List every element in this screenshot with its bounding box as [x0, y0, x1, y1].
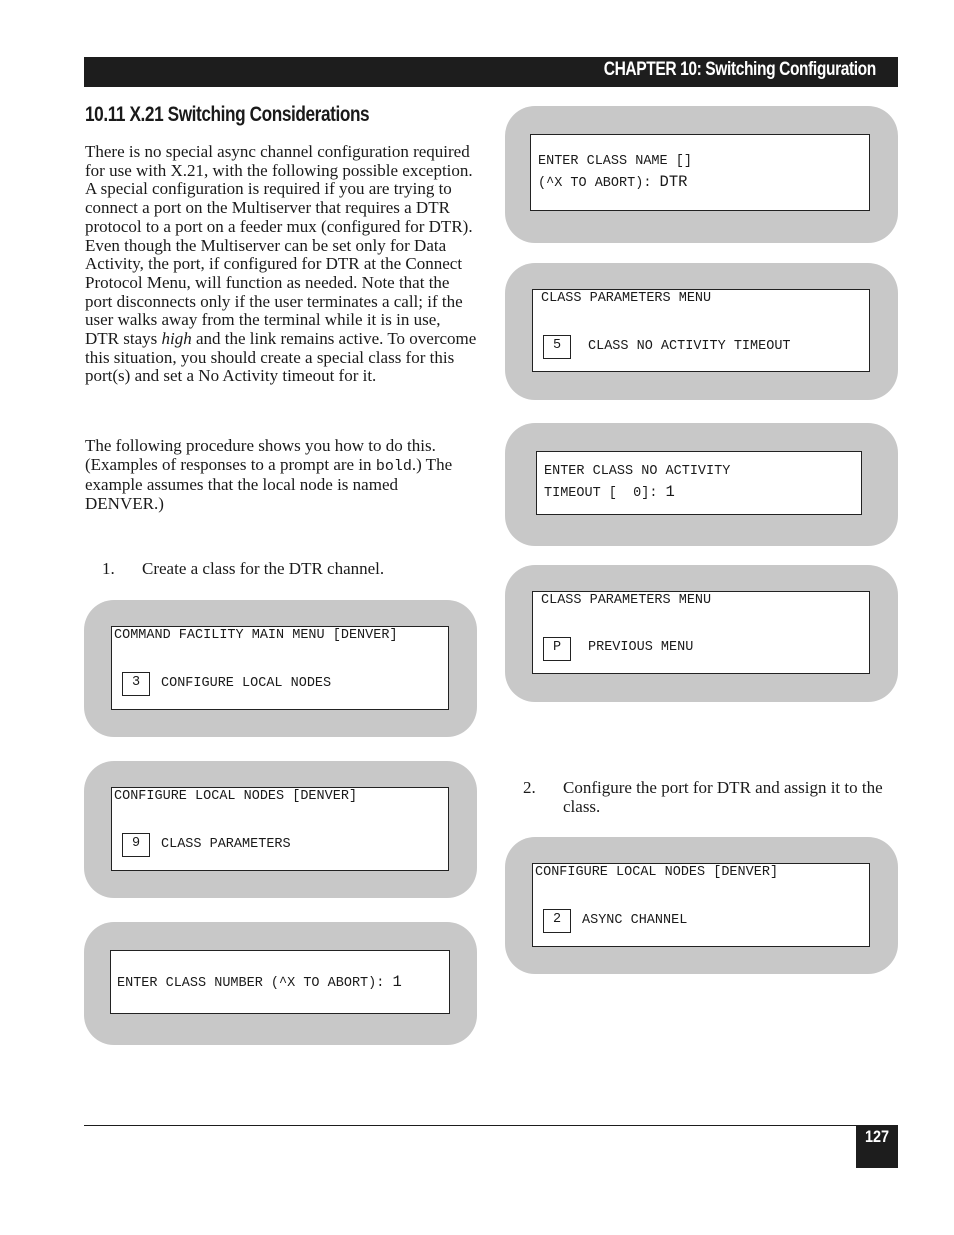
- step-2-number: 2.: [523, 778, 536, 797]
- terminal-screen-class-params-2: [532, 591, 870, 674]
- paragraph-1-italic: high: [161, 329, 192, 349]
- screen-prompt-line-1: ENTER CLASS NAME []: [538, 154, 692, 169]
- prompt-response: DTR: [659, 173, 688, 191]
- step-1-number: 1.: [102, 559, 115, 578]
- screen-panel-local-nodes-2: [505, 837, 898, 974]
- screen-title: CLASS PARAMETERS MENU: [541, 593, 712, 608]
- menu-option-label: CONFIGURE LOCAL NODES: [161, 676, 332, 691]
- screen-prompt-line-2: [538, 173, 687, 191]
- page-number: 127: [864, 1127, 890, 1146]
- step-1-text: Create a class for the DTR channel.: [142, 559, 385, 578]
- menu-key-box: 2: [543, 909, 571, 933]
- step-2: [523, 778, 898, 818]
- menu-option-label: CLASS PARAMETERS: [161, 837, 291, 852]
- screen-prompt: [117, 973, 402, 991]
- paragraph-1-end: and the link remains active. To overcome this situation, you should create a special class for this port(s) and set a No Activity timeout for it.: [85, 329, 477, 386]
- paragraph-2-end: .) The example assumes that the local node is named DENVER.): [85, 454, 453, 514]
- terminal-screen-no-activity: [536, 451, 862, 515]
- screen-panel-class-name: [505, 106, 898, 243]
- screen-title: CONFIGURE LOCAL NODES [DENVER]: [114, 789, 358, 804]
- footer-rule: [84, 1125, 898, 1126]
- terminal-screen-main-menu: [111, 626, 449, 710]
- step-2-text: Configure the port for DTR and assign it to the class.: [563, 778, 883, 816]
- paragraph-1-text: There is no special async channel configuration required for use with X.21, with the following possible exception. A special configuration is required if you are trying to connect a port on the Multiserver that requires a DTR protocol to a port on a feeder mux (configured for DTR). Even though the Multiserver can be set only for Data Activity, the port, if configured for DTR at the Connect Protocol Menu, will function as needed. Note that the port disconnects only if the user terminates a call; if the user walks away from the terminal while it is in use, DTR stays: [85, 142, 473, 349]
- prompt-text: TIMEOUT [ 0]:: [544, 486, 666, 501]
- prompt-response: 1: [665, 483, 675, 501]
- menu-key-box: 3: [122, 672, 150, 696]
- screen-title: COMMAND FACILITY MAIN MENU [DENVER]: [114, 628, 398, 643]
- screen-panel-class-params-2: [505, 565, 898, 702]
- menu-key-box: 9: [122, 833, 150, 857]
- menu-key-box: P: [543, 637, 571, 661]
- screen-panel-local-nodes-1: [84, 761, 477, 898]
- terminal-screen-class-name: [530, 134, 870, 211]
- chapter-header-bar: [84, 57, 898, 87]
- prompt-response: 1: [392, 973, 402, 991]
- screen-title: CLASS PARAMETERS MENU: [541, 291, 712, 306]
- paragraph-2-mono: bold: [375, 457, 412, 475]
- paragraph-2-text: The following procedure shows you how to do this. (Examples of responses to a prompt are in: [85, 436, 436, 474]
- screen-panel-no-activity: [505, 423, 898, 546]
- body-paragraph-2: [85, 437, 477, 514]
- menu-option-label: ASYNC CHANNEL: [582, 913, 688, 928]
- screen-prompt-line-2: [544, 483, 675, 501]
- screen-prompt-line-1: ENTER CLASS NO ACTIVITY: [544, 464, 731, 479]
- screen-panel-class-params-1: [505, 263, 898, 400]
- screen-panel-main-menu: [84, 600, 477, 737]
- terminal-screen-class-number: [110, 950, 450, 1014]
- menu-option-label: CLASS NO ACTIVITY TIMEOUT: [588, 339, 791, 354]
- menu-key-box: 5: [543, 335, 571, 359]
- prompt-text: ENTER CLASS NUMBER (^X TO ABORT):: [117, 976, 393, 991]
- chapter-title: CHAPTER 10: Switching Configuration: [603, 59, 876, 80]
- terminal-screen-class-params-1: [532, 289, 870, 372]
- terminal-screen-local-nodes-2: [532, 863, 870, 947]
- prompt-text: (^X TO ABORT):: [538, 176, 660, 191]
- screen-title: CONFIGURE LOCAL NODES [DENVER]: [535, 865, 779, 880]
- menu-option-label: PREVIOUS MENU: [588, 640, 694, 655]
- page-number-box: [856, 1125, 898, 1168]
- terminal-screen-local-nodes-1: [111, 787, 449, 871]
- screen-panel-class-number: [84, 922, 477, 1045]
- body-paragraph-1: [85, 143, 477, 386]
- section-title: 10.11 X.21 Switching Considerations: [85, 103, 370, 126]
